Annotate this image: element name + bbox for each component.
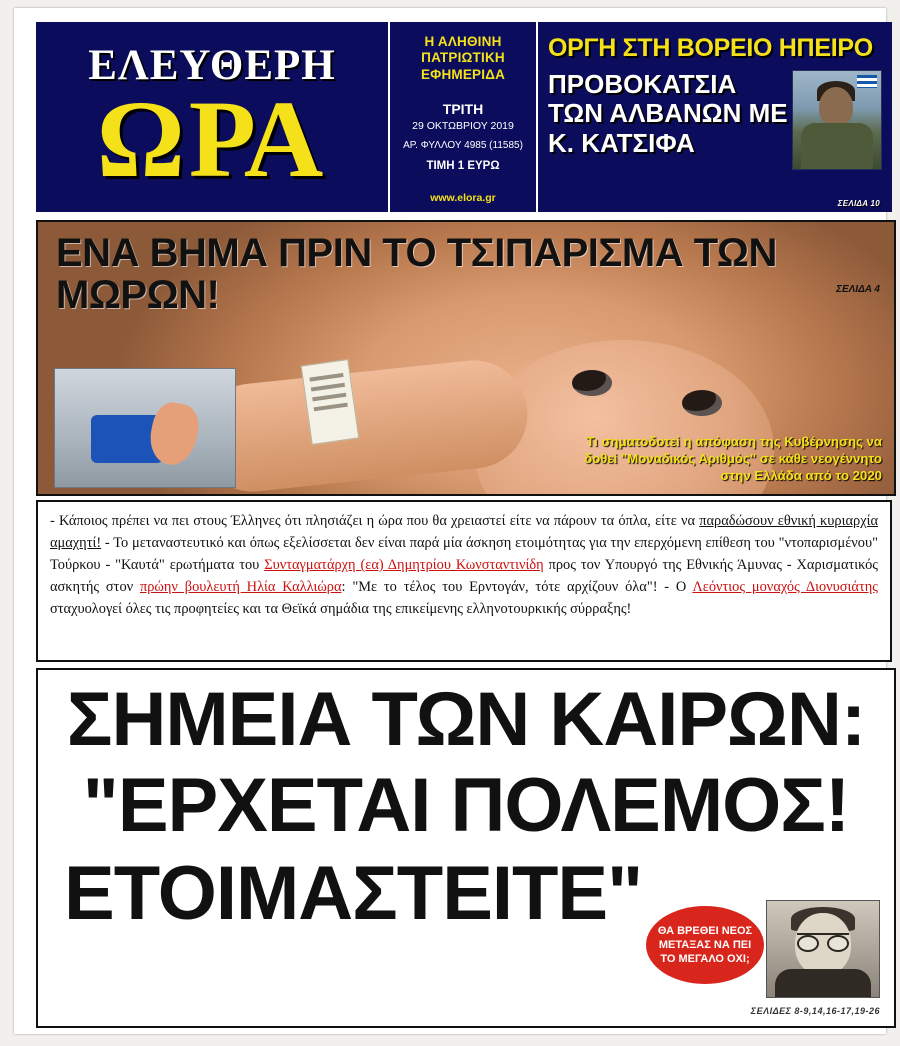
masthead-title-line1: ΕΛΕΥΘΕΡΗ: [88, 42, 336, 89]
top-story: [536, 22, 892, 212]
masthead-date: 29 ΟΚΤΩΒΡΙΟΥ 2019: [412, 120, 514, 133]
main-story-pages-ref: ΣΕΛΙΔΕΣ 8-9,14,16-17,19-26: [750, 1006, 880, 1016]
paper-sheet: [14, 8, 886, 1034]
metaxas-photo: [766, 900, 880, 998]
lead-text-segment: σταχυολογεί όλες τις προφητείες και τα Θεϊκά σημάδια της επικείμενης ελληνοτουρκικής σύρραξης!: [50, 601, 632, 618]
lead-text-segment: Συνταγματάρχη (εα) Δημητρίου Κωνσταντινίδη: [264, 557, 544, 574]
lead-text-block: [36, 500, 892, 662]
main-headline-line1: ΣΗΜΕΙΑ ΤΩΝ ΚΑΙΡΩΝ:: [66, 677, 866, 762]
lead-text-segment: : "Με το τέλος του Ερντογάν, τότε αρχίζουν όλα"! - Ο: [341, 579, 693, 596]
top-story-page-ref: ΣΕΛΙΔΑ 10: [837, 199, 880, 208]
baby-eye-right: [682, 390, 722, 416]
lead-text-segment: προς τον Υπουργό της Εθνικής Άμυνας - Χαρισματικός ασκητής στον: [50, 557, 878, 596]
baby-eye-left: [572, 370, 612, 396]
baby-story-caption: Τι σηματοδοτεί η απόφαση της Κυβέρνησης να δοθεί "Μοναδικός Αριθμός" σε κάθε νεογέννητο στην Ελλάδα από το 2020: [584, 433, 882, 483]
baby-story: [36, 220, 896, 496]
lead-paragraph: [50, 510, 878, 620]
main-headline-line2: "ΕΡΧΕΤΑΙ ΠΟΛΕΜΟΣ!: [82, 763, 850, 848]
top-story-headline: ΠΡΟΒΟΚΑΤΣΙΑ ΤΩΝ ΑΛΒΑΝΩΝ ΜΕ Κ. ΚΑΤΣΙΦΑ: [548, 69, 788, 158]
masthead-slogan: Η ΑΛΗΘΙΝΗ ΠΑΤΡΙΩΤΙΚΗ ΕΦΗΜΕΡΙΔΑ: [420, 34, 506, 82]
metaxas-body-shape: [775, 969, 871, 997]
masthead-title-line2: ΩΡΑ: [96, 78, 328, 200]
masthead-price: ΤΙΜΗ 1 ΕΥΡΩ: [426, 160, 500, 173]
masthead-info-panel: [388, 22, 536, 212]
greek-flag-icon: [857, 75, 877, 88]
top-story-kicker: ΟΡΓΗ ΣΤΗ ΒΟΡΕΙΟ ΗΠΕΙΡΟ: [548, 34, 873, 62]
lead-text-segment: - Το μεταναστευτικό και όπως εξελίσσεται δεν είναι παρά μία άσκηση ετοιμότητας για την επερχόμενη επίθεση του "ντοπαρισμένου" Τούρκου - "Καυτά" ερωτήματα του: [50, 535, 878, 574]
baby-story-page-ref: ΣΕΛΙΔΑ 4: [836, 284, 880, 295]
masthead-issue-number: ΑΡ. ΦΥΛΛΟΥ 4985 (11585): [403, 140, 523, 152]
lead-text-segment: - Κάποιος πρέπει να πει στους Έλληνες ότι πλησιάζει η ώρα που θα χρειαστεί είτε να πάρουν τα όπλα, είτε να: [50, 513, 700, 529]
soldier-photo: [792, 70, 882, 170]
masthead-dateline: ΤΡΙΤΗ: [442, 101, 484, 118]
main-headline-line3: ΕΤΟΙΜΑΣΤΕΙΤΕ": [64, 851, 643, 936]
photo-body-shape: [801, 123, 873, 169]
masthead-website-link[interactable]: www.elora.gr: [430, 192, 496, 204]
glasses-icon: [797, 933, 849, 948]
lead-text-segment: παραδώσουν εθνική κυριαρχία αμαχητί!: [50, 513, 878, 552]
baby-story-headline: ΕΝΑ ΒΗΜΑ ΠΡΙΝ ΤΟ ΤΣΙΠΑΡΙΣΜΑ ΤΩΝ ΜΩΡΩΝ!: [56, 231, 777, 318]
lead-text-segment: πρώην βουλευτή Ηλία Καλλιώρα: [139, 579, 342, 596]
baby-foot-inset-photo: [54, 368, 236, 488]
main-story: [36, 668, 896, 1028]
masthead: [36, 22, 892, 212]
metaxas-question-badge: ΘΑ ΒΡΕΘΕΙ ΝΕΟΣ ΜΕΤΑΞΑΣ ΝΑ ΠΕΙ ΤΟ ΜΕΓΑΛΟ ΟΧΙ;: [646, 906, 764, 984]
photo-face-shape: [819, 87, 853, 127]
masthead-logo-panel: [36, 22, 388, 212]
lead-text-segment: Λεόντιος μοναχός Διονυσιάτης: [692, 579, 878, 596]
